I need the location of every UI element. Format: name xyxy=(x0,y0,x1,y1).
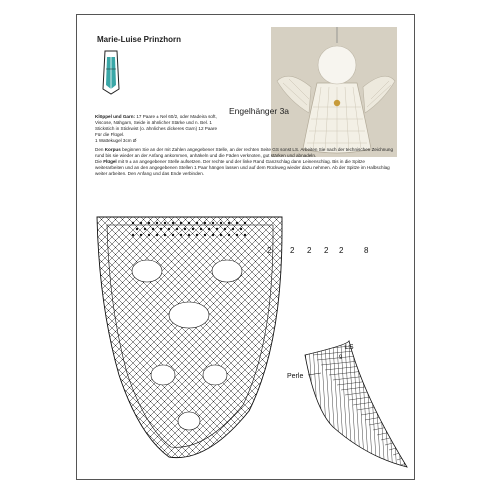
pair-end-mark: 8 xyxy=(364,246,369,255)
grid-line xyxy=(274,217,416,467)
pricking-dot xyxy=(204,222,206,224)
pair-mark: 2 xyxy=(339,246,344,255)
grid-line xyxy=(77,217,202,467)
grid-line xyxy=(77,217,90,467)
pricking-dot xyxy=(164,222,166,224)
pricking-dot xyxy=(152,228,154,230)
korpus-label: Korpus xyxy=(104,147,121,152)
pricking-dot xyxy=(212,234,214,236)
grid-line xyxy=(407,217,416,467)
pricking-dot xyxy=(172,234,174,236)
grid-line xyxy=(77,217,104,467)
pricking-dot xyxy=(240,228,242,230)
pricking-dot xyxy=(244,234,246,236)
grid-line xyxy=(407,217,416,467)
grid-line xyxy=(373,345,381,475)
grid-line xyxy=(77,217,111,467)
grid-line xyxy=(77,217,132,467)
grid-line xyxy=(361,345,369,475)
wing-outline xyxy=(305,341,407,467)
grid-line xyxy=(302,217,416,467)
instructions-block xyxy=(95,147,395,177)
grid-line xyxy=(77,217,265,467)
grid-line xyxy=(397,456,409,460)
grid-line xyxy=(365,345,373,475)
pricking-dot xyxy=(136,228,138,230)
grid-line xyxy=(389,345,397,475)
pair-mark: 2 xyxy=(267,246,272,255)
grid-line xyxy=(414,217,416,467)
grid-line xyxy=(397,345,405,475)
grid-line xyxy=(344,217,416,467)
grid-line xyxy=(77,217,230,467)
pattern-window xyxy=(169,302,209,328)
pricking-dot xyxy=(168,228,170,230)
grid-line xyxy=(325,345,333,475)
grid-line xyxy=(176,217,416,467)
grid-line xyxy=(77,217,251,467)
grid-line xyxy=(305,345,313,475)
pricking-dot xyxy=(196,234,198,236)
pattern-window xyxy=(203,365,227,385)
pricking-dot xyxy=(220,222,222,224)
grid-line xyxy=(302,217,416,467)
pricking-dot xyxy=(140,234,142,236)
grid-line xyxy=(401,345,409,475)
grid-line xyxy=(353,401,380,405)
grid-line xyxy=(365,416,388,420)
grid-line xyxy=(341,345,349,475)
grid-line xyxy=(218,217,416,467)
materials-line: Für die Flügel. xyxy=(95,132,125,137)
ls-label: LS xyxy=(345,344,354,351)
grid-line xyxy=(295,217,416,467)
grid-line xyxy=(77,217,216,467)
grid-line xyxy=(77,217,132,467)
grid-line xyxy=(401,461,411,465)
grid-line xyxy=(183,217,416,467)
grid-line xyxy=(77,217,321,467)
pricking-dot xyxy=(160,228,162,230)
fluegel-label: Flügel xyxy=(103,159,117,164)
grid-line xyxy=(379,217,416,467)
grid-line xyxy=(77,217,125,467)
grid-line xyxy=(225,217,416,467)
grid-line xyxy=(351,217,416,467)
grid-line xyxy=(400,217,416,467)
grid-line xyxy=(77,217,251,467)
pricking-dot xyxy=(188,234,190,236)
grid-line xyxy=(317,356,357,360)
grid-line xyxy=(246,217,416,467)
pattern-window xyxy=(151,365,175,385)
grid-line xyxy=(295,217,416,467)
grid-line xyxy=(313,345,321,475)
pricking-dot xyxy=(228,234,230,236)
pricking-dot xyxy=(140,222,142,224)
pricking-dot xyxy=(184,228,186,230)
pricking-dot xyxy=(148,222,150,224)
grid-line xyxy=(386,217,416,467)
grid-line xyxy=(77,217,272,467)
pricking-dot xyxy=(228,222,230,224)
grid-line xyxy=(176,217,416,467)
grid-line xyxy=(77,217,125,467)
pair-mark: 2 xyxy=(290,246,295,255)
lace-pattern-drawing xyxy=(77,195,416,481)
grid-line xyxy=(77,217,90,467)
grid-line xyxy=(77,217,314,467)
perle-label: Perle xyxy=(287,373,304,380)
grid-line xyxy=(274,217,416,467)
grid-line xyxy=(77,217,153,467)
grid-line xyxy=(77,217,195,467)
pricking-dot xyxy=(200,228,202,230)
grid-line xyxy=(329,345,337,475)
pricking-dot xyxy=(180,222,182,224)
grid-line xyxy=(77,217,216,467)
grid-line xyxy=(344,217,416,467)
korpus-prefix: Den xyxy=(95,147,104,152)
grid-line xyxy=(77,217,160,467)
pricking-dot xyxy=(132,234,134,236)
grid-line xyxy=(323,217,416,467)
grid-line xyxy=(77,217,83,467)
pricking-dot xyxy=(156,234,158,236)
pricking-dot xyxy=(204,234,206,236)
grid-line xyxy=(365,217,416,467)
grid-line xyxy=(77,217,314,467)
grid-line xyxy=(77,217,237,467)
grid-line xyxy=(77,217,174,467)
grid-line xyxy=(393,217,416,467)
grid-line xyxy=(77,217,167,467)
grid-line xyxy=(400,217,416,467)
grid-line xyxy=(77,217,97,467)
pattern-title: Engelhänger 3a xyxy=(229,106,290,116)
grid-line xyxy=(77,217,83,467)
grid-line xyxy=(246,217,416,467)
grid-line xyxy=(323,217,416,467)
grid-line xyxy=(253,217,416,467)
grid-line xyxy=(333,345,341,475)
materials-block xyxy=(95,114,291,144)
grid-line xyxy=(77,217,104,467)
grid-line xyxy=(183,217,416,467)
bobbin-logo-icon xyxy=(99,49,123,95)
pricking-dot xyxy=(180,234,182,236)
grid-line xyxy=(77,217,195,467)
grid-line xyxy=(345,345,353,475)
perle-pointer xyxy=(308,373,321,375)
grid-line xyxy=(385,345,393,475)
pricking-dot xyxy=(232,228,234,230)
grid-line xyxy=(225,217,416,467)
grid-line xyxy=(77,217,181,467)
pattern-window xyxy=(212,260,242,282)
pattern-window xyxy=(178,412,200,430)
pricking-dot xyxy=(156,222,158,224)
grid-line xyxy=(77,217,230,467)
pricking-dot xyxy=(236,234,238,236)
grid-line xyxy=(309,345,317,475)
materials-line: Stickstich in Stickwist (o. ähnliches dickeres Garn) 12 Paare xyxy=(95,126,218,131)
author-name: Marie-Luise Prinzhorn xyxy=(97,35,182,44)
materials-label: Klöppel und Garn: xyxy=(95,114,136,119)
pricking-dot xyxy=(224,228,226,230)
grid-line xyxy=(337,345,345,475)
grid-line xyxy=(393,217,416,467)
grid-line xyxy=(386,217,416,467)
pricking-dot xyxy=(220,234,222,236)
materials-line: 1 Wattekugel 3cm Ø xyxy=(95,138,137,143)
wing-count-label: 9 xyxy=(339,355,343,361)
grid-line xyxy=(77,217,272,467)
grid-line xyxy=(253,217,416,467)
pricking-dot xyxy=(172,222,174,224)
pricking-dot xyxy=(148,234,150,236)
korpus-text: beginnen Sie an der mit Zahlen angegebener Stelle, an der rechten Seite GS sonst LS. Arbeiten Sie nach der technischen Zeichnung rund bis sie wieder an der Anfang ankommen, anhäkeln und die Fäden verknoten, gut stärken und abnadeln. xyxy=(95,147,394,158)
materials-line: Viscose, Nähgarn, Seide in ähnlicher Stärke und n. Bel. 1 xyxy=(95,120,212,125)
pair-mark: 2 xyxy=(307,246,312,255)
grid-line xyxy=(218,217,416,467)
grid-line xyxy=(337,381,370,385)
grid-line xyxy=(377,345,385,475)
grid-line xyxy=(372,217,416,467)
pricking-dot xyxy=(208,228,210,230)
grid-line xyxy=(77,217,202,467)
pricking-dot xyxy=(164,234,166,236)
grid-line xyxy=(77,217,111,467)
fluegel-text: mit 9 ± an angegebener Stelle aufsetzen. Der rechte und der linke Rand Ganzschlag dann Leinenschlag. Bis in die Spitze weiterarbeiten und an den angegebenen Stellen 1 Paar hängen lassen und auf dem Rückweg wieder dazu nehmen. Ab der Spitze im Halbschlag weiter arbeiten. Den Anfang und das Ende verbinden. xyxy=(95,159,390,176)
grid-line xyxy=(77,217,153,467)
grid-line xyxy=(373,426,393,430)
grid-line xyxy=(372,217,416,467)
grid-line xyxy=(77,217,237,467)
grid-line xyxy=(77,217,146,467)
pricking-dot xyxy=(144,228,146,230)
grid-line xyxy=(351,217,416,467)
grid-line xyxy=(77,217,146,467)
pricking-dot xyxy=(216,228,218,230)
pricking-dot xyxy=(188,222,190,224)
grid-line xyxy=(365,217,416,467)
grid-line xyxy=(341,386,372,390)
pair-mark: 2 xyxy=(324,246,329,255)
pricking-dot xyxy=(236,222,238,224)
grid-line xyxy=(379,217,416,467)
fluegel-prefix: Die xyxy=(95,159,102,164)
pricking-dot xyxy=(244,222,246,224)
grid-line xyxy=(77,217,174,467)
pricking-dot xyxy=(192,228,194,230)
grid-line xyxy=(414,217,416,467)
pricking-dot xyxy=(212,222,214,224)
grid-line xyxy=(77,217,321,467)
grid-line xyxy=(77,217,97,467)
pattern-window xyxy=(132,260,162,282)
materials-line: 17 Paare ± Nel 60/2, oder Madeira soft, xyxy=(136,114,217,119)
grid-line xyxy=(405,345,413,475)
pricking-dots-top xyxy=(132,222,246,236)
grid-line xyxy=(381,345,389,475)
grid-line xyxy=(321,361,359,365)
grid-line xyxy=(77,217,167,467)
wing-pricking-grid xyxy=(305,341,414,475)
pattern-sheet xyxy=(76,14,415,480)
grid-line xyxy=(77,217,265,467)
pricking-dot xyxy=(132,222,134,224)
pricking-dot xyxy=(176,228,178,230)
pair-marks xyxy=(267,246,369,255)
pricking-dot xyxy=(196,222,198,224)
grid-line xyxy=(77,217,160,467)
grid-line xyxy=(349,396,378,400)
grid-line xyxy=(369,421,391,425)
grid-line xyxy=(77,217,181,467)
